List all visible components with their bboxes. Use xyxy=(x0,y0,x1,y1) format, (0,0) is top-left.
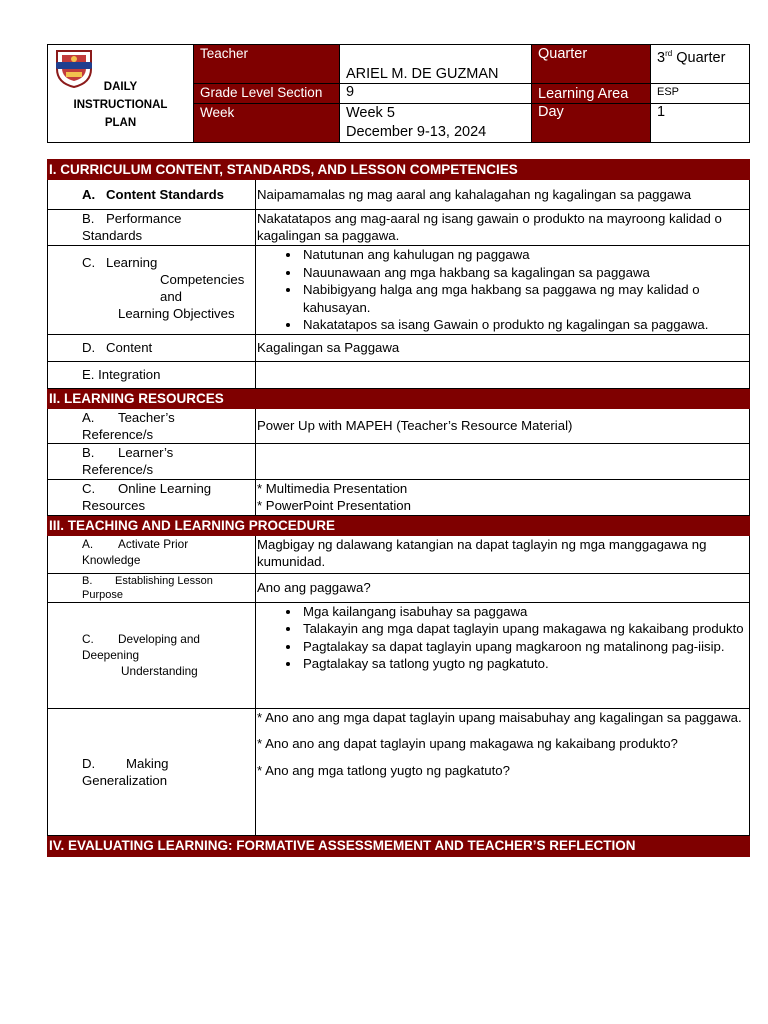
learning-objectives-value xyxy=(256,246,750,335)
developing-item: • Talakayin ang mga dapat taglayin upang makagawa ng kakaibang produkto xyxy=(301,620,748,638)
generalization-value xyxy=(256,708,750,835)
purpose-label-2: Purpose xyxy=(82,588,123,601)
performance-standards-value: Nakatatapos ang mag-aaral ng isang gawain o produkto na mayroong kalidad o kagalingan sa paggawa. xyxy=(256,210,750,246)
teacher-ref-label-1: Teacher’s xyxy=(118,409,175,425)
section-resources-heading: II. LEARNING RESOURCES xyxy=(48,388,750,408)
performance-label-1: Performance xyxy=(106,211,182,226)
competencies-label-4: Learning Objectives xyxy=(118,306,235,321)
developing-label-2: Deepening xyxy=(82,648,140,662)
online-label-1: Online Learning xyxy=(118,480,212,496)
section-procedure-heading: III. TEACHING AND LEARNING PROCEDURE xyxy=(48,515,750,535)
day-label: Day xyxy=(532,104,651,143)
teacher-value: ARIEL M. DE GUZMAN xyxy=(340,45,532,84)
teacher-ref-letter: A. xyxy=(82,409,95,425)
developing-understanding-value xyxy=(256,602,750,708)
learner-ref-label-1: Learner’s xyxy=(118,444,174,460)
generalization-label-1: Making xyxy=(126,755,169,771)
learner-ref-letter: B. xyxy=(82,444,95,460)
activate-knowledge-label xyxy=(48,535,256,573)
content-label xyxy=(48,334,256,361)
online-letter: C. xyxy=(82,480,96,496)
purpose-label-1: Establishing Lesson xyxy=(115,574,213,587)
developing-item: • Mga kailangang isabuhay sa paggawa xyxy=(301,603,748,621)
plan-header-table xyxy=(47,44,750,143)
quarter-number: 3 xyxy=(657,49,666,66)
performance-standards-label xyxy=(48,210,256,246)
teacher-reference-label xyxy=(48,408,256,443)
content-text: Content xyxy=(106,340,153,355)
content-letter: D. xyxy=(82,340,96,355)
content-value: Kagalingan sa Paggawa xyxy=(256,334,750,361)
online-label-2: Resources xyxy=(82,497,146,513)
activate-label-2: Knowledge xyxy=(82,552,141,567)
teacher-label: Teacher xyxy=(194,45,340,84)
section-curriculum-heading: I. CURRICULUM CONTENT, STANDARDS, AND LESSON COMPETENCIES xyxy=(48,160,750,180)
lesson-purpose-label xyxy=(48,573,256,602)
content-standards-label xyxy=(48,180,256,210)
plan-title-cell xyxy=(48,45,194,143)
quarter-value xyxy=(651,45,750,84)
plan-title-line2: INSTRUCTIONAL xyxy=(73,98,168,111)
generalization-item: * Ano ano ang mga dapat taglayin upang maisabuhay ang kagalingan sa paggawa. xyxy=(257,709,742,725)
quarter-label: Quarter xyxy=(532,45,651,84)
objective-item: • Natutunan ang kahulugan ng paggawa xyxy=(301,246,748,264)
competencies-letter: C. xyxy=(82,255,96,270)
learner-ref-label-2: Reference/s xyxy=(82,461,154,477)
performance-letter: B. xyxy=(82,211,95,226)
week-number: Week 5 xyxy=(346,105,395,121)
day-value: 1 xyxy=(651,104,750,143)
week-value xyxy=(340,104,532,143)
online-item: * PowerPoint Presentation xyxy=(257,497,411,513)
objective-item: • Nabibigyang halga ang mga hakbang sa paggawa ng may kalidad o kahusayan. xyxy=(301,281,748,316)
activate-knowledge-value: Magbigay ng dalawang katangian na dapat taglayin ng mga manggagawa ng kumunidad. xyxy=(256,535,750,573)
generalization-label xyxy=(48,708,256,835)
online-resources-label xyxy=(48,479,256,515)
generalization-item: * Ano ang mga tatlong yugto ng pagkatuto? xyxy=(257,762,510,778)
integration-value xyxy=(256,361,750,388)
developing-label-3: Understanding xyxy=(121,664,198,678)
objective-item: • Nauunawaan ang mga hakbang sa kagalingan sa paggawa xyxy=(301,264,748,282)
area-label: Learning Area xyxy=(532,84,651,104)
activate-label-1: Activate Prior xyxy=(118,536,189,551)
grade-value: 9 xyxy=(340,84,532,104)
area-value: ESP xyxy=(651,84,750,104)
activate-letter: A. xyxy=(82,536,94,551)
generalization-label-2: Generalization xyxy=(82,772,168,788)
performance-label-2: Standards xyxy=(82,228,143,243)
school-seal-logo xyxy=(53,47,95,89)
generalization-item: * Ano ano ang dapat taglayin upang makagawa ng kakaibang produkto? xyxy=(257,735,678,751)
learner-reference-value xyxy=(256,443,750,479)
developing-item: • Pagtalakay sa dapat taglayin upang magkaroon ng matalinong pag-iisip. xyxy=(301,638,748,656)
developing-understanding-label xyxy=(48,602,256,708)
teacher-reference-value: Power Up with MAPEH (Teacher’s Resource Material) xyxy=(256,408,750,443)
competencies-label xyxy=(48,246,256,335)
quarter-word: Quarter xyxy=(676,49,726,66)
competencies-label-1: Learning xyxy=(106,255,158,270)
developing-letter: C. xyxy=(82,632,94,646)
competencies-label-2: Competencies xyxy=(160,272,245,287)
developing-label-1: Developing and xyxy=(118,632,200,646)
plan-title-line1: DAILY xyxy=(103,80,138,93)
grade-label: Grade Level Section xyxy=(194,84,340,104)
developing-list xyxy=(257,603,748,673)
learner-reference-label xyxy=(48,443,256,479)
integration-label: E. Integration xyxy=(48,361,256,388)
purpose-letter: B. xyxy=(82,574,93,587)
content-standards-letter: A. xyxy=(82,187,96,202)
content-standards-value: Naipamamalas ng mag aaral ang kahalagahan ng kagalingan sa paggawa xyxy=(256,180,750,210)
competencies-label-3: and xyxy=(160,289,183,304)
content-standards-text: Content Standards xyxy=(106,187,224,202)
plan-title-line3: PLAN xyxy=(104,116,137,129)
section-evaluation-heading: IV. EVALUATING LEARNING: FORMATIVE ASSESSMEMENT AND TEACHER’S REFLECTION xyxy=(48,835,750,856)
developing-item: • Pagtalakay sa tatlong yugto ng pagkatuto. xyxy=(301,655,748,673)
week-label: Week xyxy=(194,104,340,143)
generalization-letter: D. xyxy=(82,755,96,771)
quarter-suffix: rd xyxy=(665,49,673,58)
lesson-purpose-value: Ano ang paggawa? xyxy=(256,573,750,602)
online-item: * Multimedia Presentation xyxy=(257,480,408,496)
online-resources-value xyxy=(256,479,750,515)
objective-item: • Nakatatapos sa isang Gawain o produkto ng kagalingan sa paggawa. xyxy=(301,316,748,334)
plan-body-table xyxy=(47,159,750,857)
objectives-list xyxy=(257,246,748,334)
teacher-ref-label-2: Reference/s xyxy=(82,426,154,442)
week-dates: December 9-13, 2024 xyxy=(346,124,487,140)
